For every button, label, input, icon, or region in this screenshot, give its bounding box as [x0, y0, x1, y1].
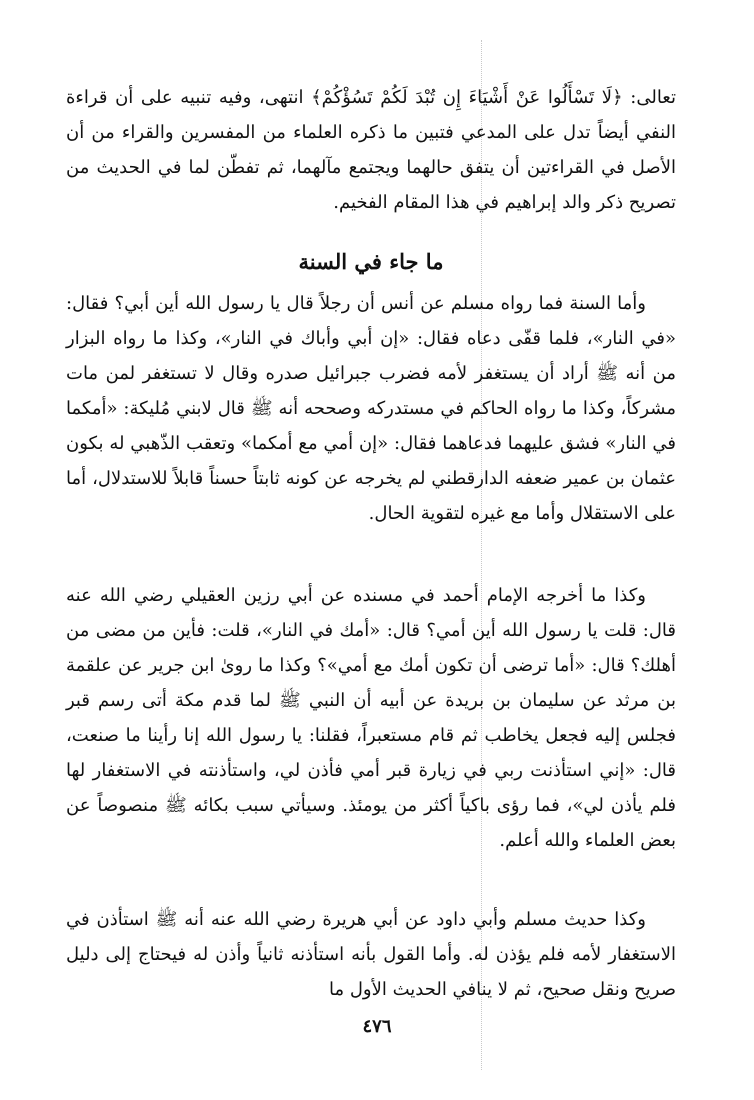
- text-block-sunnah-2: [66, 578, 676, 858]
- text-block-sunnah-1: [66, 286, 676, 531]
- paragraph-intro: تعالى: ﴿لَا تَسْأَلُوا عَنْ أَشْيَاءَ إِن تُبْدَ لَكُمْ تَسُؤْكُمْ﴾ انتهى، وفيه تنبيه على أن قراءة النفي أيضاً تدل على المدعي فتبين ما ذكره العلماء من المفسرين والقراء من أن الأصل في القراءتين أن يتفق حالهما ويجتمع مآلهما، ثم تفطّن لما في الحديث من تصريح ذكر والد إبراهيم في هذا المقام الفخيم.: [66, 87, 676, 213]
- text-block-intro: [66, 80, 676, 220]
- section-heading: ما جاء في السنة: [298, 249, 444, 274]
- paragraph-sunnah-1: وأما السنة فما رواه مسلم عن أنس أن رجلاً قال يا رسول الله أين أبي؟ فقال: «في النار»، فلما قفّى دعاه فقال: «إن أبي وأباك في النار»، وكذا ما رواه البزار من أنه ﷺ أراد أن يستغفر لأمه فضرب جبرائيل صدره وقال لا تستغفر لمن مات مشركاً، وكذا ما رواه الحاكم في مستدركه وصححه أنه ﷺ قال لابني مُليكة: «أمكما في النار» فشق عليهما فدعاهما فقال: «إن أمي مع أمكما» وتعقب الذّهبي له بكون عثمان بن عمير ضعفه الدارقطني لم يخرجه عن كونه ثابتاً حسناً قابلاً للاستدلال، أما على الاستقلال وأما مع غيره لتقوية الحال.: [66, 293, 676, 524]
- page-number: ٤٧٦: [362, 1016, 392, 1037]
- text-block-sunnah-3: [66, 902, 676, 1007]
- paragraph-sunnah-2: وكذا ما أخرجه الإمام أحمد في مسنده عن أبي رزين العقيلي رضي الله عنه قال: قلت يا رسول الله أين أمي؟ قال: «أمك في النار»، قلت: فأين من مضى من أهلك؟ قال: «أما ترضى أن تكون أمك مع أمي»؟ وكذا ما روىٰ ابن جرير عن علقمة بن مرثد عن سليمان بن بريدة عن أبيه أن النبي ﷺ لما قدم مكة أتى رسم قبر فجلس إليه فجعل يخاطب ثم قام مستعبراً، فقلنا: يا رسول الله إنا رأينا ما صنعت، قال: «إني استأذنت ربي في زيارة قبر أمي فأذن لي، واستأذنته في الاستغفار لها فلم يأذن لي»، فما رؤى باكياً أكثر من يومئذ. وسيأتي سبب بكائه ﷺ منصوصاً عن بعض العلماء والله أعلم.: [66, 585, 676, 851]
- paragraph-sunnah-3: وكذا حديث مسلم وأبي داود عن أبي هريرة رضي الله عنه أنه ﷺ استأذن في الاستغفار لأمه فلم يؤذن له. وأما القول بأنه استأذنه ثانياً وأذن له فيحتاج إلى دليل صريح ونقل صحيح، ثم لا ينافي الحديث الأول ما: [66, 909, 676, 1000]
